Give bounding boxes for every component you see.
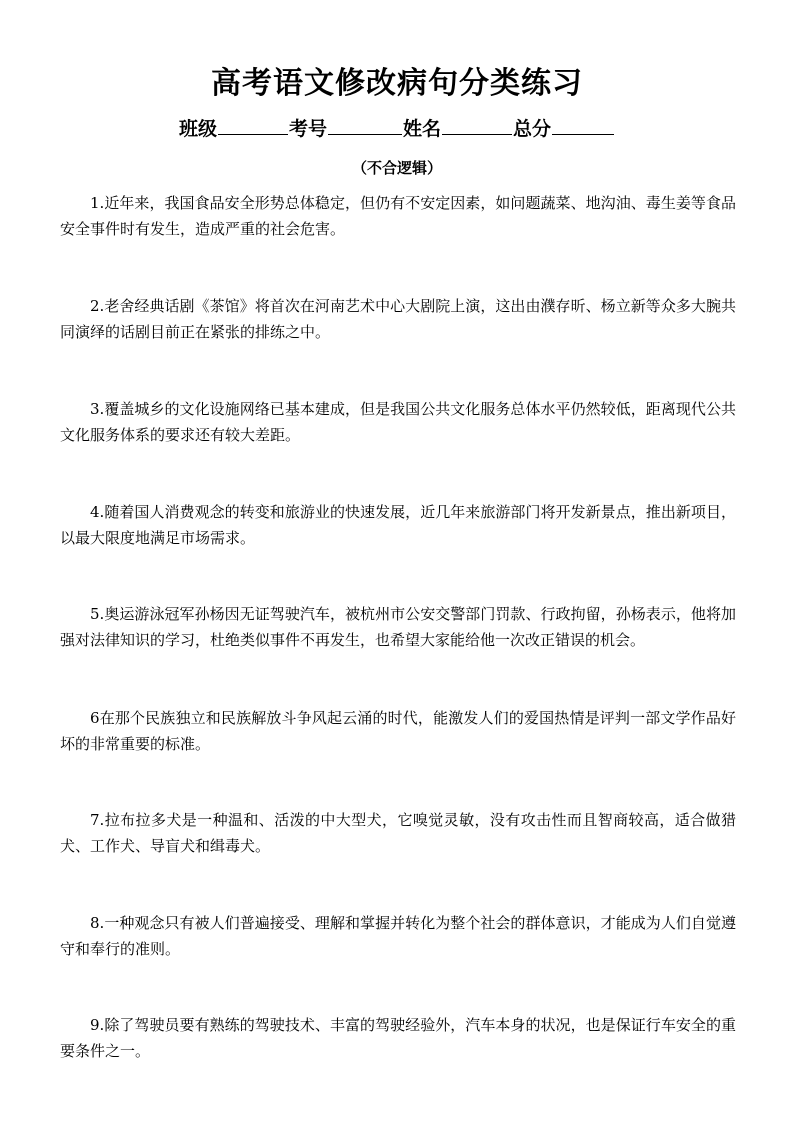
question-3: 3.覆盖城乡的文化设施网络已基本建成，但是我国公共文化服务总体水平仍然较低，距离现代公共文化服务体系的要求还有较大差距。 — [60, 400, 736, 444]
student-info-line — [0, 114, 794, 141]
exam-no-blank — [328, 116, 402, 135]
question-6: 6在那个民族独立和民族解放斗争风起云涌的时代，能激发人们的爱国热情是评判一部文学作品好坏的非常重要的标准。 — [60, 709, 736, 753]
class-label: 班级 — [178, 118, 217, 140]
name-blank — [442, 116, 512, 135]
section-heading: （不合逻辑） — [351, 159, 442, 177]
name-label: 姓名 — [403, 118, 442, 140]
class-blank — [218, 116, 288, 135]
question-7: 7.拉布拉多犬是一种温和、活泼的中大型犬，它嗅觉灵敏，没有攻击性而且智商较高，适合做猎犬、工作犬、导盲犬和缉毒犬。 — [60, 811, 736, 855]
score-blank — [552, 116, 614, 135]
question-2: 2.老舍经典话剧《茶馆》将首次在河南艺术中心大剧院上演，这出由濮存昕、杨立新等众多大腕共同演绎的话剧目前正在紧张的排练之中。 — [60, 297, 736, 341]
score-label: 总分 — [513, 118, 552, 140]
question-1: 1.近年来，我国食品安全形势总体稳定，但仍有不安定因素，如问题蔬菜、地沟油、毒生姜等食品安全事件时有发生，造成严重的社会危害。 — [60, 194, 736, 238]
question-4: 4.随着国人消费观念的转变和旅游业的快速发展，近几年来旅游部门将开发新景点，推出新项目，以最大限度地满足市场需求。 — [60, 503, 736, 547]
question-9: 9.除了驾驶员要有熟练的驾驶技术、丰富的驾驶经验外，汽车本身的状况，也是保证行车安全的重要条件之一。 — [60, 1016, 736, 1060]
page-title: 高考语文修改病句分类练习 — [211, 66, 583, 101]
exam-no-label: 考号 — [288, 118, 327, 140]
question-8: 8.一种观念只有被人们普遍接受、理解和掌握并转化为整个社会的群体意识，才能成为人们自觉遵守和奉行的准则。 — [60, 914, 736, 958]
question-5: 5.奥运游泳冠军孙杨因无证驾驶汽车，被杭州市公安交警部门罚款、行政拘留，孙杨表示，他将加强对法律知识的学习，杜绝类似事件不再发生，也希望大家能给他一次改正错误的机会。 — [60, 605, 736, 649]
